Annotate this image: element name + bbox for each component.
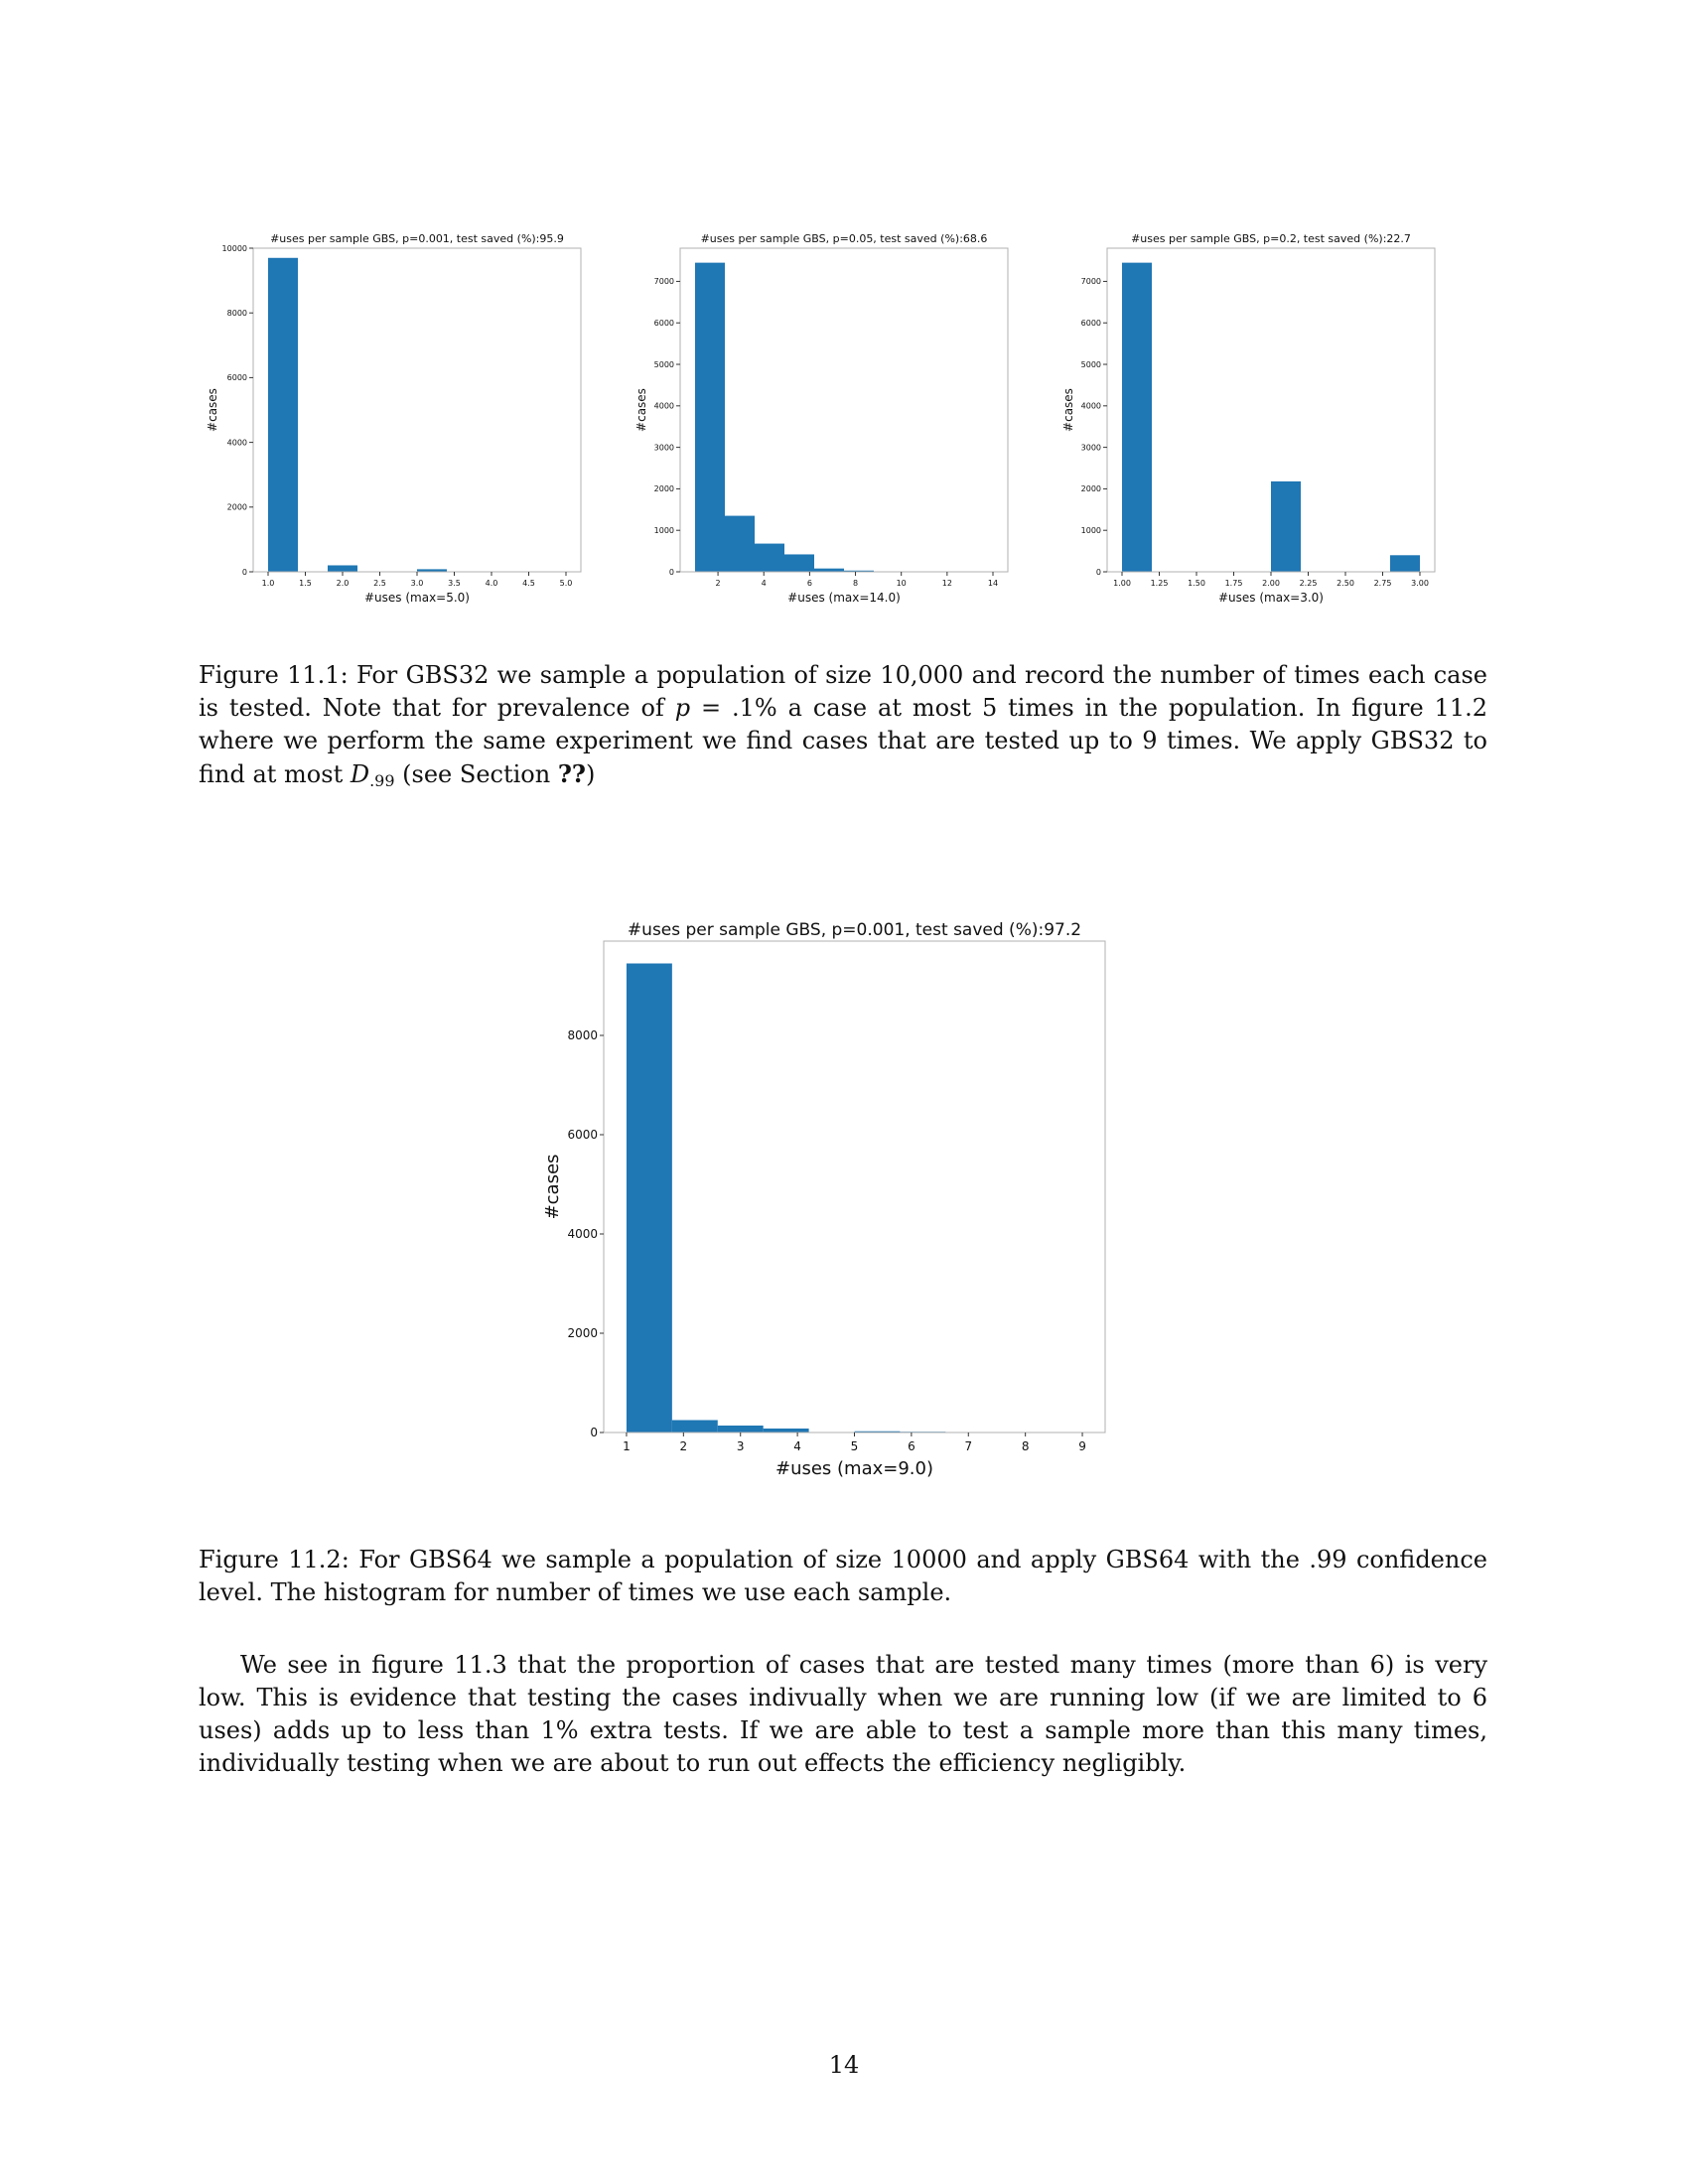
x-tick-label: 2.25 [1299, 579, 1318, 588]
chart-title: #uses per sample GBS, p=0.001, test saved (%):97.2 [627, 920, 1082, 940]
x-tick-label: 4 [793, 1439, 801, 1453]
x-tick-label: 5 [850, 1439, 859, 1453]
histogram-bar [718, 1426, 764, 1433]
y-tick-label: 1000 [653, 526, 674, 536]
histogram-bar [755, 544, 784, 572]
y-tick-label: 4000 [653, 401, 674, 411]
y-tick-label: 4000 [567, 1227, 598, 1242]
y-tick-label: 6000 [567, 1128, 598, 1143]
y-tick-label: 5000 [653, 359, 674, 369]
x-tick-label: 8 [852, 579, 859, 588]
figure-11-1-chart-3 [1053, 228, 1450, 606]
x-tick-label: 6 [908, 1439, 915, 1453]
histogram-bar [627, 964, 672, 1433]
histogram-bar [764, 1429, 809, 1433]
x-tick-label: 1 [623, 1439, 631, 1453]
x-axis-label: #uses (max=3.0) [1217, 591, 1325, 605]
x-tick-label: 1.00 [1113, 579, 1131, 588]
x-axis-label: #uses (max=5.0) [363, 591, 471, 605]
histogram-bar [672, 1421, 718, 1433]
y-axis-label: #cases [542, 1154, 563, 1220]
x-tick-label: 3.00 [1411, 579, 1429, 588]
y-tick-label: 0 [241, 567, 247, 577]
histogram-bar [268, 258, 298, 572]
y-axis-label: #cases [634, 388, 648, 432]
histogram-bar [814, 569, 844, 572]
y-tick-label: 6000 [226, 373, 247, 383]
y-tick-label: 7000 [653, 277, 674, 287]
x-tick-label: 1.75 [1224, 579, 1243, 588]
figure-11-1-caption: Figure 11.1: For GBS32 we sample a population of size 10,000 and record the number of times each case is tested. Note that for prevalence of p = .1% a case at most 5 times in the population. In figure 11.2 where we perform the same experiment we find cases that are tested up to 9 times. We apply GBS32 to find at most $D_{.99}$ (see Section ??) [199, 661, 1487, 790]
x-tick-label: 2 [715, 579, 721, 588]
page-number: 14 [828, 2051, 860, 2079]
chart-title: #uses per sample GBS, p=0.001, test saved (%):95.9 [270, 232, 564, 245]
y-tick-label: 10000 [221, 243, 247, 253]
y-tick-label: 8000 [567, 1028, 598, 1043]
chart-2-svg [626, 228, 1023, 606]
x-tick-label: 1.25 [1150, 579, 1169, 588]
y-tick-label: 4000 [226, 438, 247, 448]
chart-1-svg [199, 228, 596, 606]
x-tick-label: 2.0 [336, 579, 350, 588]
chart-title: #uses per sample GBS, p=0.2, test saved (%):22.7 [1131, 232, 1411, 245]
x-tick-label: 12 [941, 579, 952, 588]
x-tick-label: 3.0 [410, 579, 424, 588]
y-tick-label: 2000 [567, 1326, 598, 1341]
figure-11-2-caption: Figure 11.2: For GBS64 we sample a population of size 10000 and apply GBS64 with the .99 confidence level. The histogram for number of times we use each sample. [199, 1546, 1487, 1606]
y-tick-label: 7000 [1080, 277, 1101, 287]
plot-frame [604, 941, 1105, 1433]
chart-4-svg [536, 913, 1112, 1479]
x-tick-label: 4.0 [485, 579, 498, 588]
y-tick-label: 0 [668, 567, 674, 577]
caption-label: Figure 11.1: [199, 661, 349, 689]
x-tick-label: 1.50 [1188, 579, 1205, 588]
x-tick-label: 10 [896, 579, 907, 588]
x-tick-label: 14 [987, 579, 999, 588]
y-tick-label: 0 [590, 1426, 598, 1440]
y-tick-label: 2000 [653, 484, 674, 494]
histogram-bar [725, 516, 755, 572]
x-tick-label: 2.75 [1373, 579, 1392, 588]
x-tick-label: 1.5 [299, 579, 312, 588]
x-tick-label: 2.50 [1336, 579, 1354, 588]
x-tick-label: 4 [761, 579, 767, 588]
histogram-bar [1271, 481, 1301, 572]
x-tick-label: 8 [1021, 1439, 1030, 1453]
y-tick-label: 5000 [1080, 359, 1101, 369]
x-tick-label: 5.0 [559, 579, 573, 588]
histogram-bar [784, 554, 814, 572]
section-reference: ?? [557, 759, 586, 788]
x-tick-label: 3 [736, 1439, 745, 1453]
y-axis-label: #cases [1061, 388, 1075, 432]
x-tick-label: 9 [1078, 1439, 1086, 1453]
y-axis-label: #cases [206, 388, 219, 432]
chart-3-svg [1053, 228, 1450, 606]
x-axis-label: #uses (max=9.0) [774, 1458, 934, 1479]
y-tick-label: 4000 [1080, 401, 1101, 411]
chart-title: #uses per sample GBS, p=0.05, test saved (%):68.6 [700, 232, 988, 245]
x-tick-label: 1.0 [261, 579, 275, 588]
figure-11-1-chart-1 [199, 228, 596, 606]
x-tick-label: 6 [806, 579, 812, 588]
plot-frame [253, 248, 581, 572]
y-tick-label: 3000 [653, 443, 674, 453]
x-tick-label: 7 [964, 1439, 973, 1453]
figure-11-1-chart-2 [626, 228, 1023, 606]
caption-label: Figure 11.2: [199, 1546, 350, 1573]
x-tick-label: 3.5 [448, 579, 461, 588]
histogram-bar [695, 263, 725, 572]
body-paragraph: We see in figure 11.3 that the proportion of cases that are tested many times (more than 6) is very low. This is evidence that testing the cases indivually when we are running low (if we are limited to 6 uses) adds up to less than 1% extra tests. If we are able to test a sample more than this many times, individually testing when we are about to run out effects the efficiency negligibly. [199, 1651, 1487, 1777]
y-tick-label: 0 [1095, 567, 1101, 577]
histogram-bar [1122, 263, 1152, 572]
y-tick-label: 3000 [1080, 443, 1101, 453]
y-tick-label: 2000 [226, 502, 247, 512]
x-axis-label: #uses (max=14.0) [787, 591, 901, 605]
x-tick-label: 2.5 [373, 579, 386, 588]
y-tick-label: 6000 [653, 319, 674, 329]
x-tick-label: 2.00 [1262, 579, 1280, 588]
y-tick-label: 6000 [1080, 319, 1101, 329]
y-tick-label: 1000 [1080, 526, 1101, 536]
y-tick-label: 2000 [1080, 484, 1101, 494]
x-tick-label: 4.5 [522, 579, 535, 588]
y-tick-label: 8000 [226, 309, 247, 318]
histogram-bar [328, 565, 357, 572]
figure-11-2-chart [536, 913, 1112, 1479]
histogram-bar [1390, 555, 1420, 572]
x-tick-label: 2 [679, 1439, 688, 1453]
